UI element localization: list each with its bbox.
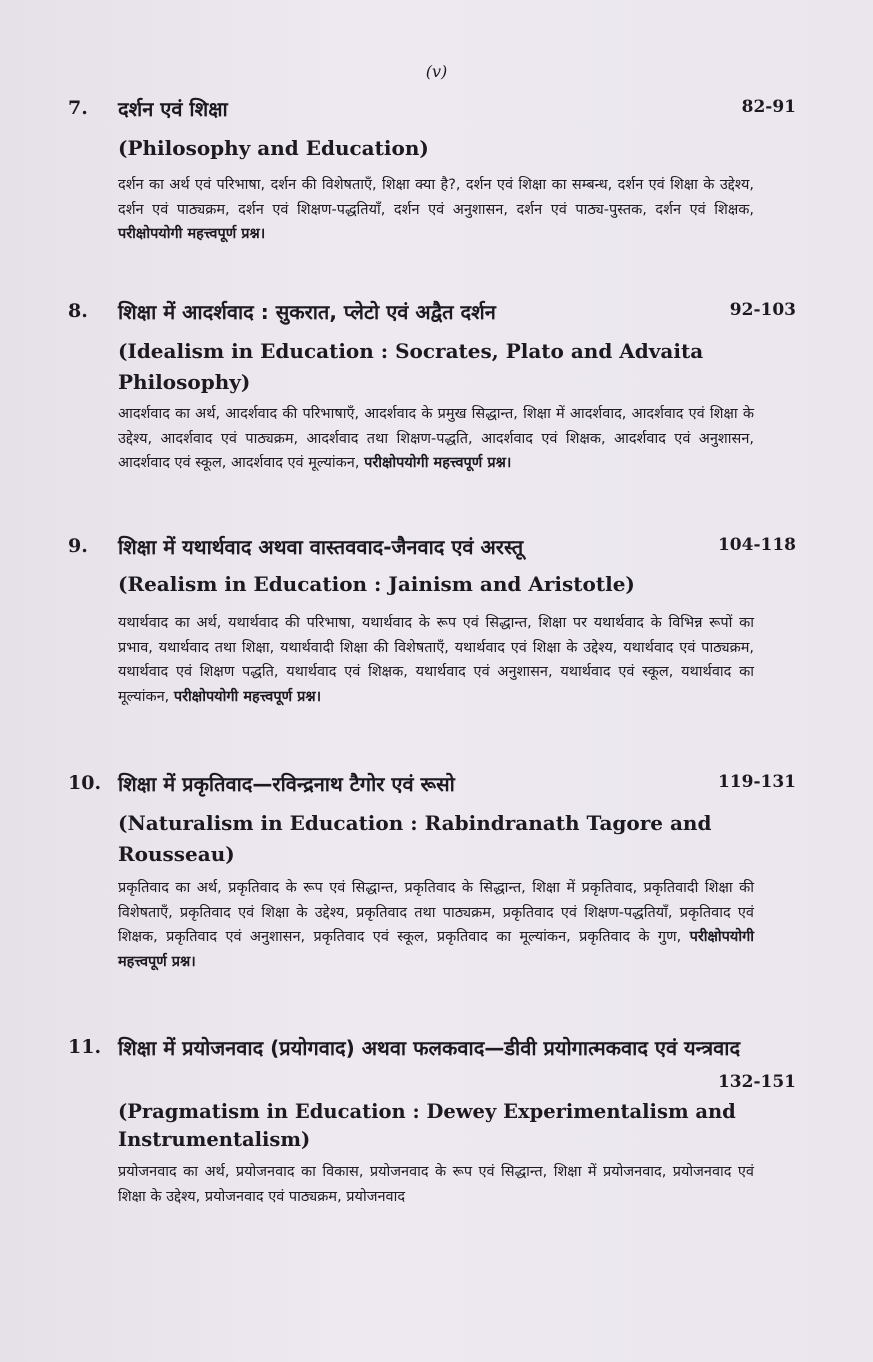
entry-pages: 104-118	[717, 535, 796, 555]
entry-number: 8.	[68, 300, 88, 322]
entry-description	[118, 402, 754, 476]
description-text: प्रकृतिवाद का अर्थ, प्रकृतिवाद के रूप एवं सिद्धान्त, प्रकृतिवाद के सिद्धान्त, शिक्षा में प्रकृतिवाद, प्रकृतिवादी शिक्षा की विशेषताएँ, प्रकृतिवाद एवं शिक्षा के उद्देश्य, प्रकृतिवाद तथा पाठ्यक्रम, प्रकृतिवाद एवं शिक्षण-पद्धतियाँ, प्रकृतिवाद एवं शिक्षक, प्रकृतिवाद एवं अनुशासन, प्रकृतिवाद एवं स्कूल, प्रकृतिवाद का मूल्यांकन, प्रकृतिवाद के गुण,	[118, 880, 754, 945]
description-text: प्रयोजनवाद का अर्थ, प्रयोजनवाद का विकास, प्रयोजनवाद के रूप एवं सिद्धान्त, शिक्षा में प्रयोजनवाद, प्रयोजनवाद एवं शिक्षा के उद्देश्य, प्रयोजनवाद एवं पाठ्यक्रम, प्रयोजनवाद	[118, 1164, 754, 1205]
entry-hindi-title: शिक्षा में प्रयोजनवाद (प्रयोगवाद) अथवा फलकवाद—डीवी प्रयोगात्मकवाद एवं यन्त्रवाद	[118, 1036, 741, 1060]
entry-hindi-title: शिक्षा में आदर्शवाद : सुकरात, प्लेटो एवं अद्वैत दर्शन	[118, 300, 496, 324]
entry-english-title: (Philosophy and Education)	[118, 136, 429, 160]
entry-english-title: (Realism in Education : Jainism and Aristotle)	[118, 572, 635, 596]
description-bold: परीक्षोपयोगी महत्त्वपूर्ण प्रश्न।	[364, 455, 512, 471]
entry-description	[118, 173, 754, 247]
entry-pages: 82-91	[741, 97, 796, 117]
description-bold: परीक्षोपयोगी महत्त्वपूर्ण प्रश्न।	[118, 929, 754, 970]
entry-english-title: (Pragmatism in Education : Dewey Experimentalism and Instrumentalism)	[118, 1100, 736, 1151]
entry-number: 10.	[68, 772, 102, 794]
entry-pages: 119-131	[717, 772, 796, 792]
entry-number: 11.	[68, 1036, 102, 1058]
entry-hindi-title: शिक्षा में यथार्थवाद अथवा वास्तववाद-जैनवाद एवं अरस्तू	[118, 535, 524, 559]
description-text: यथार्थवाद का अर्थ, यथार्थवाद की परिभाषा, यथार्थवाद के रूप एवं सिद्धान्त, शिक्षा पर यथार्थवाद के विभिन्न रूपों का प्रभाव, यथार्थवाद तथा शिक्षा, यथार्थवादी शिक्षा की विशेषताएँ, यथार्थवाद एवं शिक्षा के उद्देश्य, यथार्थवाद एवं पाठ्यक्रम, यथार्थवाद एवं शिक्षण पद्धति, यथार्थवाद एवं शिक्षक, यथार्थवाद एवं अनुशासन, यथार्थवाद एवं स्कूल, यथार्थवाद का मूल्यांकन,	[118, 615, 754, 705]
entry-pages: 92-103	[729, 300, 796, 320]
entry-english-title: (Idealism in Education : Socrates, Plato and Advaita Philosophy)	[118, 339, 704, 394]
description-bold: परीक्षोपयोगी महत्त्वपूर्ण प्रश्न।	[118, 226, 266, 242]
entry-description	[118, 876, 754, 974]
description-bold: परीक्षोपयोगी महत्त्वपूर्ण प्रश्न।	[173, 688, 322, 705]
entry-description	[118, 611, 754, 709]
description-text: दर्शन का अर्थ एवं परिभाषा, दर्शन की विशेषताएँ, शिक्षा क्या है?, दर्शन एवं शिक्षा का सम्बन्ध, दर्शन एवं शिक्षा के उद्देश्य, दर्शन एवं पाठ्यक्रम, दर्शन एवं शिक्षण-पद्धतियाँ, दर्शन एवं अनुशासन, दर्शन एवं पाठ्य-पुस्तक, दर्शन एवं शिक्षक,	[118, 177, 754, 218]
entry-hindi-title: शिक्षा में प्रकृतिवाद—रविन्द्रनाथ टैगोर एवं रूसो	[118, 772, 455, 796]
entry-number: 7.	[68, 97, 88, 119]
entry-number: 9.	[68, 535, 88, 557]
description-text: आदर्शवाद का अर्थ, आदर्शवाद की परिभाषाएँ, आदर्शवाद के प्रमुख सिद्धान्त, शिक्षा में आदर्शवाद, आदर्शवाद एवं शिक्षा के उद्देश्य, आदर्शवाद एवं पाठ्यक्रम, आदर्शवाद तथा शिक्षण-पद्धति, आदर्शवाद एवं शिक्षक, आदर्शवाद एवं अनुशासन, आदर्शवाद एवं स्कूल, आदर्शवाद एवं मूल्यांकन,	[118, 406, 754, 471]
entry-pages: 132-151	[717, 1072, 796, 1092]
entry-description	[118, 1160, 754, 1209]
entry-hindi-title: दर्शन एवं शिक्षा	[118, 97, 228, 121]
page-number: (v)	[425, 62, 448, 81]
entry-english-title: (Naturalism in Education : Rabindranath Tagore and Rousseau)	[118, 811, 712, 866]
